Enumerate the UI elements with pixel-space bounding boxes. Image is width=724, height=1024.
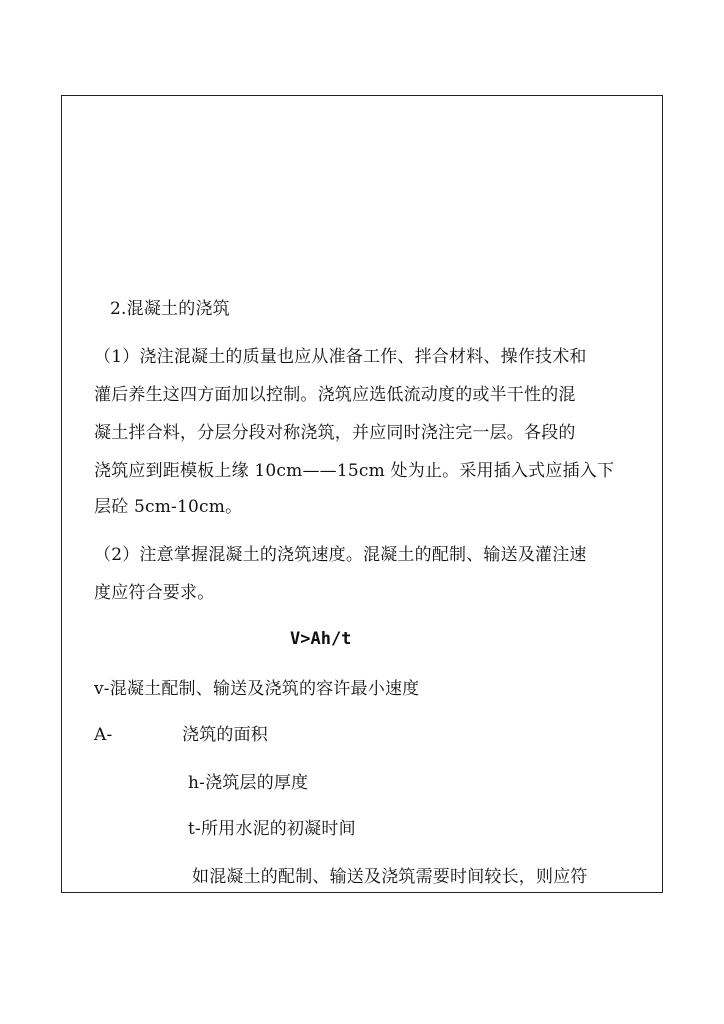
section-heading: 2.混凝土的浇筑 — [110, 299, 230, 319]
paragraph1-line-4: 浇筑应到距模板上缘 10cm——15cm 处为止。采用插入式应插入下 — [94, 461, 615, 481]
definition-a-label: A- — [94, 725, 113, 745]
paragraph1-line-5: 层砼 5cm-10cm。 — [94, 497, 243, 517]
paragraph2-line-2: 度应符合要求。 — [94, 583, 215, 603]
paragraph1-line-2: 灌后养生这四方面加以控制。浇筑应选低流动度的或半干性的混 — [94, 385, 576, 405]
definition-a-desc: 浇筑的面积 — [182, 725, 268, 745]
definition-v: v-混凝土配制、输送及浇筑的容许最小速度 — [94, 679, 420, 699]
formula: V>Ah/t — [290, 629, 352, 649]
paragraph1-line-3: 凝土拌合料，分层分段对称浇筑，并应同时浇注完一层。各段的 — [94, 423, 576, 443]
definition-h: h-浇筑层的厚度 — [188, 773, 309, 793]
paragraph1-line-1: （1）浇注混凝土的质量也应从准备工作、拌合材料、操作技术和 — [94, 347, 587, 367]
paragraph2-line-1: （2）注意掌握混凝土的浇筑速度。混凝土的配制、输送及灌注速 — [94, 545, 587, 565]
definition-t: t-所用水泥的初凝时间 — [188, 819, 356, 839]
table-cell-border — [61, 95, 663, 893]
trailing-line: 如混凝土的配制、输送及浇筑需要时间较长，则应符 — [192, 867, 588, 887]
